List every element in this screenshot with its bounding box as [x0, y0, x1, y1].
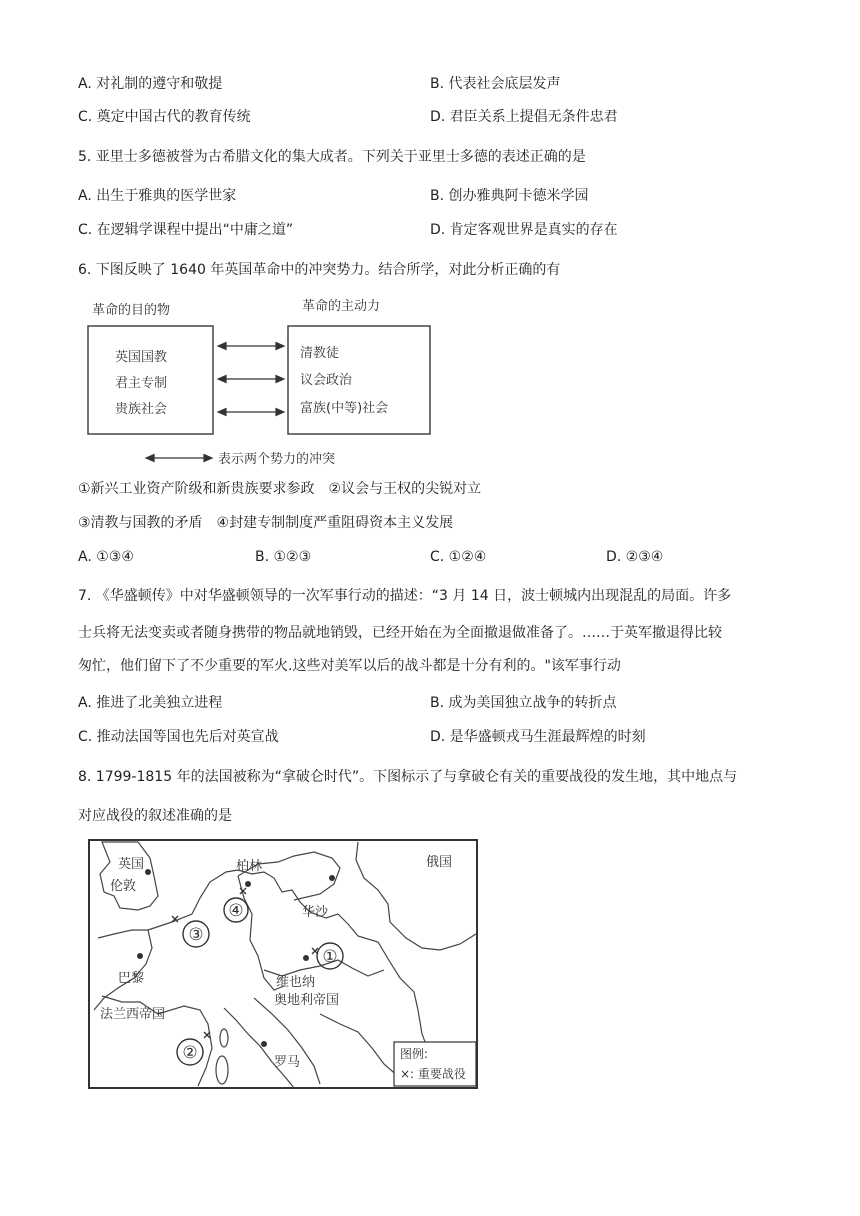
q7-option-c: C. 推动法国等国也先后对英宣战: [78, 729, 279, 745]
diagram-legend-text: 表示两个势力的冲突: [218, 452, 336, 467]
q6-option-c: C. ①②④: [430, 549, 487, 565]
diagram-left-item: 英国国教: [115, 350, 168, 365]
label-austria: 奥地利帝国: [274, 993, 340, 1008]
q4-option-a: A. 对礼制的遵守和敬提: [78, 76, 223, 92]
berlin-dot: [245, 881, 251, 887]
conflict-arrow: [218, 409, 284, 416]
label-uk: 英国: [118, 857, 145, 872]
q5-option-b: B. 创办雅典阿卡德米学园: [430, 188, 589, 204]
q6-statements-line1: ①新兴工业资产阶级和新贵族要求参政 ②议会与王权的尖锐对立: [78, 481, 482, 497]
q7-stem-line1: 7. 《华盛顿传》中对华盛顿领导的一次军事行动的描述：“3 月 14 日，波士顿城内出现混乱的局面。许多: [78, 588, 732, 604]
q5-option-a: A. 出生于雅典的医学世家: [78, 188, 237, 204]
q4-option-c: C. 奠定中国古代的教育传统: [78, 109, 251, 125]
q4-option-d: D. 君臣关系上提倡无条件忠君: [430, 109, 618, 125]
diagram-right-item: 清教徒: [300, 346, 340, 361]
diagram-left-item: 贵族社会: [115, 402, 168, 417]
q4-option-b: B. 代表社会底层发声: [430, 76, 561, 92]
paris-dot: [137, 953, 143, 959]
q7-option-a: A. 推进了北美独立进程: [78, 695, 223, 711]
legend-arrow: [146, 455, 212, 462]
conflict-arrow: [218, 343, 284, 350]
q7-stem-line2: 士兵将无法变卖或者随身携带的物品就地销毁，已经开始在为全面撤退做准备了。……于英军撤退得比较: [78, 625, 722, 641]
q7-stem-line3: 匆忙，他们留下了不少重要的军火.这些对美军以后的战斗都是十分有利的。"该军事行动: [78, 658, 621, 674]
map-legend-title: 图例:: [400, 1047, 429, 1061]
london-dot: [145, 869, 151, 875]
q6-option-a: A. ①③④: [78, 549, 134, 565]
battle-3-label: ③: [188, 925, 204, 945]
rome-dot: [261, 1041, 267, 1047]
label-berlin: 柏林: [236, 859, 263, 874]
diagram-right-item: 议会政治: [300, 373, 353, 388]
vienna-dot: [303, 955, 309, 961]
warsaw-dot: [329, 875, 335, 881]
label-vienna: 维也纳: [276, 975, 316, 990]
q8-napoleon-battles-map: [88, 838, 480, 1094]
battle-4-label: ④: [228, 901, 244, 921]
label-london: 伦敦: [110, 879, 137, 894]
q6-option-b: B. ①②③: [255, 549, 312, 565]
q8-stem-line1: 8. 1799-1815 年的法国被称为“拿破仑时代”。下图标示了与拿破仑有关的重要战役的发生地，其中地点与: [78, 769, 738, 785]
conflict-arrow: [218, 376, 284, 383]
diagram-right-title: 革命的主动力: [302, 299, 381, 314]
diagram-left-item: 君主专制: [115, 376, 168, 391]
label-paris: 巴黎: [118, 971, 145, 986]
label-rome: 罗马: [274, 1055, 301, 1070]
q6-statements-line2: ③清教与国教的矛盾 ④封建专制制度严重阻碍资本主义发展: [78, 515, 454, 531]
q5-option-d: D. 肯定客观世界是真实的存在: [430, 222, 618, 238]
q6-stem: 6. 下图反映了 1640 年英国革命中的冲突势力。结合所学，对此分析正确的有: [78, 262, 561, 278]
battle-2-label: ②: [182, 1043, 198, 1063]
map-legend-item: ×: 重要战役: [400, 1067, 466, 1081]
label-russia: 俄国: [426, 855, 453, 870]
diagram-right-item: 富族(中等)社会: [300, 401, 389, 416]
q6-option-d: D. ②③④: [606, 549, 664, 565]
label-warsaw: 华沙: [302, 905, 329, 920]
q7-option-d: D. 是华盛顿戎马生涯最辉煌的时刻: [430, 729, 646, 745]
q6-conflict-diagram: [80, 288, 440, 468]
q5-option-c: C. 在逻辑学课程中提出“中庸之道”: [78, 222, 294, 238]
label-france: 法兰西帝国: [100, 1007, 166, 1022]
q7-option-b: B. 成为美国独立战争的转折点: [430, 695, 617, 711]
diagram-left-title: 革命的目的物: [92, 303, 171, 318]
battle-1-label: ①: [322, 947, 338, 967]
q5-stem: 5. 亚里士多德被誉为古希腊文化的集大成者。下列关于亚里士多德的表述正确的是: [78, 149, 586, 165]
q8-stem-line2: 对应战役的叙述准确的是: [78, 808, 232, 824]
